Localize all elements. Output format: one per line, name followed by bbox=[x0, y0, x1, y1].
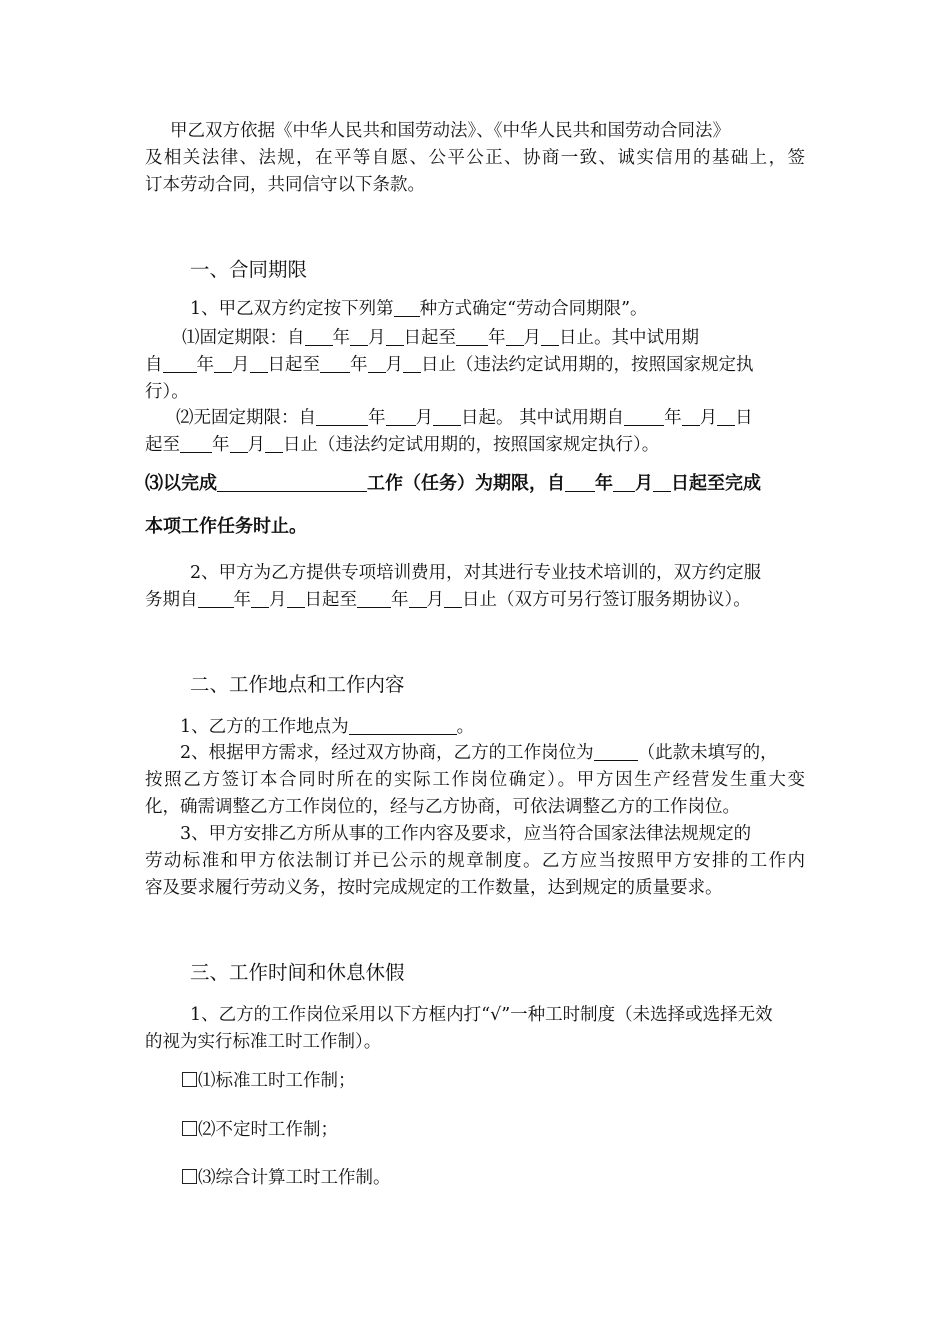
blank-field[interactable] bbox=[386, 407, 416, 426]
s2-item-1: 1、乙方的工作地点为 。 bbox=[180, 717, 475, 737]
blank-field[interactable] bbox=[394, 298, 420, 317]
s1-fixed-line-1: ⑴固定期限：自 年 月 日起至 年 月 日止。其中试用期 bbox=[182, 328, 699, 348]
blank-field[interactable] bbox=[198, 589, 234, 608]
blank-field[interactable] bbox=[444, 589, 462, 608]
blank-field[interactable] bbox=[287, 589, 305, 608]
s1-open-line-1: ⑵无固定期限：自 年 月 日起。 其中试用期自 年 月 日 bbox=[176, 408, 753, 428]
option-standard-hours[interactable]: ⑴标准工时工作制； bbox=[182, 1069, 356, 1093]
s1-open-line-2: 起至 年 月 日止（违法约定试用期的，按照国家规定执行）。 bbox=[145, 435, 660, 455]
blank-field[interactable] bbox=[506, 327, 524, 346]
checkbox-icon[interactable] bbox=[182, 1072, 197, 1087]
intro-line-1: 甲乙双方依据《中华人民共和国劳动法》、《中华人民共和国劳动合同法》 bbox=[170, 121, 730, 141]
s1-task-line-1: ⑶以完成 工作（任务）为期限，自 年 月 日起至完成 bbox=[145, 473, 761, 494]
s1-fixed-line-3: 行）。 bbox=[145, 382, 189, 402]
blank-field[interactable] bbox=[594, 742, 638, 761]
section-1-heading: 一、合同期限 bbox=[190, 258, 308, 281]
s2-item-3-line-2: 劳动标准和甲方依法制订并已公示的规章制度。乙方应当按照甲方安排的工作内 bbox=[145, 851, 805, 871]
section-3-heading: 三、工作时间和休息休假 bbox=[190, 961, 405, 984]
blank-field[interactable] bbox=[251, 589, 269, 608]
blank-field[interactable] bbox=[565, 473, 595, 492]
intro-line-3: 订本劳动合同，共同信守以下条款。 bbox=[145, 175, 425, 195]
blank-field[interactable] bbox=[230, 434, 248, 453]
blank-field[interactable] bbox=[717, 407, 735, 426]
checkbox-icon[interactable] bbox=[182, 1121, 197, 1136]
s2-item-3-line-1: 3、甲方安排乙方所从事的工作内容及要求，应当符合国家法律法规规定的 bbox=[180, 824, 752, 844]
blank-field[interactable] bbox=[214, 354, 232, 373]
blank-field[interactable] bbox=[541, 327, 559, 346]
blank-field[interactable] bbox=[682, 407, 700, 426]
blank-field[interactable] bbox=[305, 327, 333, 346]
blank-field[interactable] bbox=[163, 354, 197, 373]
blank-field[interactable] bbox=[386, 327, 404, 346]
blank-field[interactable] bbox=[350, 327, 368, 346]
s3-item-1-line-2: 的视为实行标准工时工作制）。 bbox=[145, 1032, 382, 1052]
blank-field[interactable] bbox=[433, 407, 461, 426]
blank-field[interactable] bbox=[349, 716, 457, 735]
intro-line-2: 及相关法律、法规，在平等自愿、公平公正、协商一致、诚实信用的基础上，签 bbox=[145, 148, 805, 168]
s1-task-line-2: 本项工作任务时止。 bbox=[145, 516, 307, 537]
option-comprehensive-hours[interactable]: ⑶综合计算工时工作制。 bbox=[182, 1166, 391, 1190]
s2-item-2-line-2: 按照乙方签订本合同时所在的实际工作岗位确定）。甲方因生产经营发生重大变 bbox=[145, 770, 805, 790]
option-flexible-hours[interactable]: ⑵不定时工作制； bbox=[182, 1118, 338, 1142]
blank-field[interactable] bbox=[613, 473, 635, 492]
s1-item-2-line-2: 务期自 年 月 日起至 年 月 日止（双方可另行签订服务期协议）。 bbox=[145, 590, 751, 610]
s2-item-2-line-1: 2、根据甲方需求，经过双方协商，乙方的工作岗位为 （此款未填写的， bbox=[180, 743, 778, 763]
s3-item-1-line-1: 1、乙方的工作岗位采用以下方框内打“√”一种工时制度（未选择或选择无效 bbox=[190, 1005, 773, 1025]
blank-field[interactable] bbox=[403, 354, 421, 373]
section-2-heading: 二、工作地点和工作内容 bbox=[190, 673, 405, 696]
blank-field[interactable] bbox=[624, 407, 664, 426]
s1-item-2-line-1: 2、甲方为乙方提供专项培训费用，对其进行专业技术培训的，双方约定服 bbox=[190, 563, 762, 583]
blank-field[interactable] bbox=[180, 434, 212, 453]
blank-field[interactable] bbox=[250, 354, 268, 373]
blank-field[interactable] bbox=[456, 327, 488, 346]
s2-item-3-line-3: 容及要求履行劳动义务，按时完成规定的工作数量，达到规定的质量要求。 bbox=[145, 878, 723, 898]
blank-field[interactable] bbox=[217, 473, 367, 492]
blank-field[interactable] bbox=[316, 407, 368, 426]
blank-field[interactable] bbox=[409, 589, 427, 608]
blank-field[interactable] bbox=[653, 473, 671, 492]
blank-field[interactable] bbox=[357, 589, 391, 608]
blank-field[interactable] bbox=[265, 434, 283, 453]
blank-field[interactable] bbox=[320, 354, 350, 373]
s1-item-1: 1、甲乙双方约定按下列第 种方式确定“劳动合同期限”。 bbox=[190, 299, 648, 319]
blank-field[interactable] bbox=[368, 354, 386, 373]
s2-item-2-line-3: 化，确需调整乙方工作岗位的，经与乙方协商，可依法调整乙方的工作岗位。 bbox=[145, 797, 740, 817]
s1-fixed-line-2: 自 年 月 日起至 年 月 日止（违法约定试用期的，按照国家规定执 bbox=[145, 355, 754, 375]
checkbox-icon[interactable] bbox=[182, 1169, 197, 1184]
